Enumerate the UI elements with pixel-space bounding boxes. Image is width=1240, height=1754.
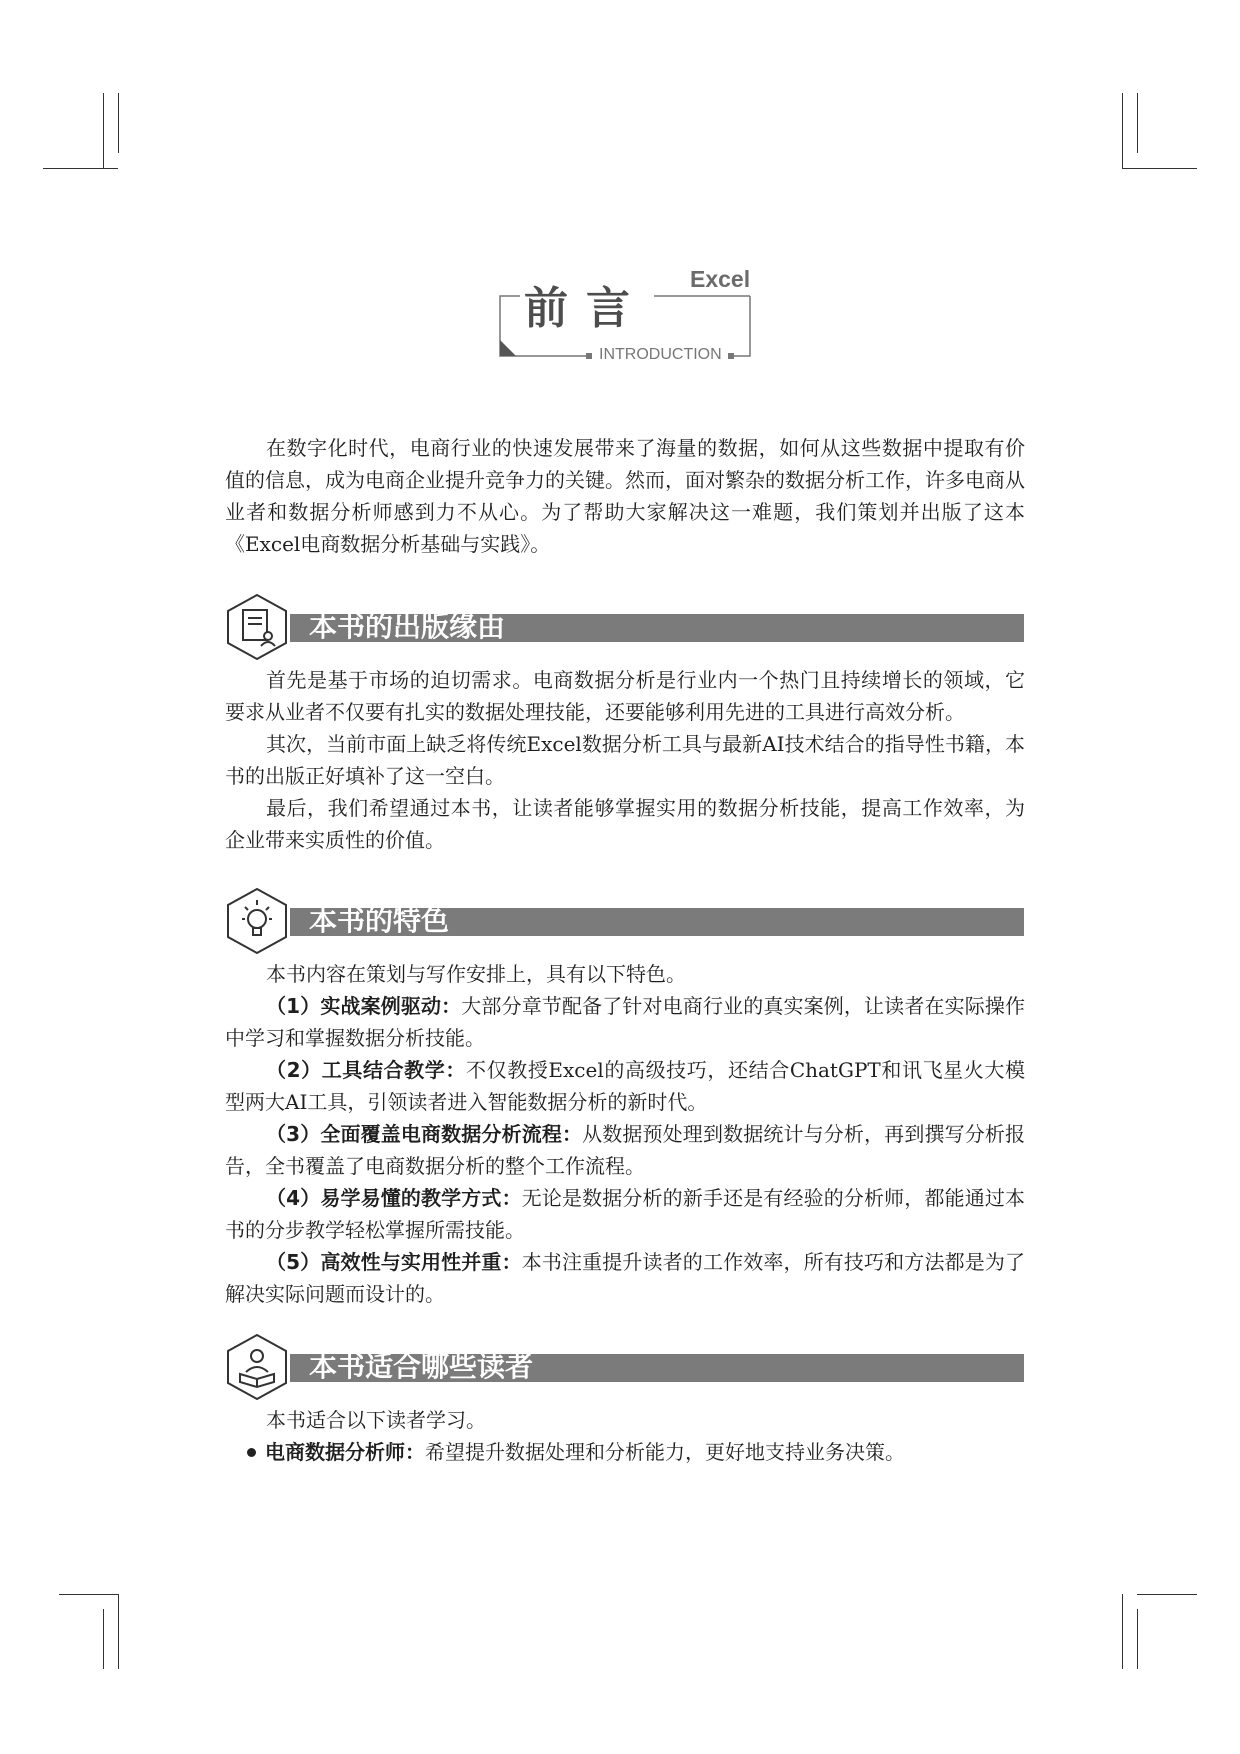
section-publishing-reason	[224, 592, 1024, 662]
paragraph: 本书适合以下读者学习。	[266, 1408, 486, 1432]
page-title: 前言	[520, 272, 654, 336]
section-title: 本书适合哪些读者	[309, 1350, 534, 1383]
section-target-readers	[224, 1332, 1024, 1402]
feature-label: （5）高效性与实用性并重：	[266, 1250, 522, 1274]
crop-mark	[118, 93, 119, 153]
crop-mark	[1137, 1594, 1197, 1595]
section-title: 本书的特色	[309, 904, 450, 937]
crop-mark	[59, 1594, 118, 1595]
bullet-text: 希望提升数据处理和分析能力，更好地支持业务决策。	[425, 1440, 905, 1464]
feature-label: （2）工具结合教学：	[266, 1058, 466, 1082]
bullet-label: 电商数据分析师：	[265, 1440, 425, 1464]
crop-mark	[1122, 93, 1123, 168]
page-header	[490, 262, 760, 362]
feature-item	[225, 1118, 1025, 1182]
list-item	[265, 1436, 1025, 1468]
crop-mark	[103, 93, 104, 168]
header-tag: Excel	[690, 266, 751, 292]
feature-item	[225, 1246, 1025, 1310]
crop-mark	[1137, 93, 1138, 153]
crop-mark	[103, 1609, 104, 1669]
header-subtitle: INTRODUCTION	[595, 346, 726, 364]
feature-item	[225, 1054, 1025, 1118]
bullet-dot	[247, 1448, 256, 1457]
paragraph: 最后，我们希望通过本书，让读者能够掌握实用的数据分析技能，提高工作效率，为企业带来实质性的价值。	[225, 796, 1025, 852]
intro-paragraph: 在数字化时代，电商行业的快速发展带来了海量的数据，如何从这些数据中提取有价值的信息，成为电商企业提升竞争力的关键。然而，面对繁杂的数据分析工作，许多电商从业者和数据分析师感到力不从心。为了帮助大家解决这一难题，我们策划并出版了这本《Excel电商数据分析基础与实践》。	[225, 436, 1025, 556]
feature-text: 不仅教授Excel的高级技巧，还结合ChatGPT和讯飞星火大模型两大AI工具，引领读者进入智能数据分析的新时代。	[225, 1058, 1025, 1114]
feature-item	[225, 990, 1025, 1054]
crop-mark	[118, 1594, 119, 1669]
feature-text: 无论是数据分析的新手还是有经验的分析师，都能通过本书的分步教学轻松掌握所需技能。	[225, 1186, 1025, 1242]
section-features	[224, 886, 1024, 956]
reader-icon	[224, 1332, 290, 1402]
feature-label: （4）易学易懂的教学方式：	[266, 1186, 522, 1210]
feature-label: （1）实战案例驱动：	[266, 994, 462, 1018]
lightbulb-icon	[224, 886, 290, 956]
feature-text: 大部分章节配备了针对电商行业的真实案例，让读者在实际操作中学习和掌握数据分析技能。	[225, 994, 1026, 1050]
feature-text: 本书注重提升读者的工作效率，所有技巧和方法都是为了解决实际问题而设计的。	[225, 1250, 1025, 1306]
crop-mark	[1137, 1609, 1138, 1669]
feature-label: （3）全面覆盖电商数据分析流程：	[266, 1122, 583, 1146]
book-user-icon	[224, 592, 290, 662]
section-title: 本书的出版缘由	[309, 610, 506, 643]
paragraph: 本书内容在策划与写作安排上，具有以下特色。	[266, 962, 686, 986]
paragraph: 其次，当前市面上缺乏将传统Excel数据分析工具与最新AI技术结合的指导性书籍，本书的出版正好填补了这一空白。	[225, 732, 1025, 788]
feature-text: 从数据预处理到数据统计与分析，再到撰写分析报告，全书覆盖了电商数据分析的整个工作流程。	[225, 1122, 1026, 1178]
feature-item	[225, 1182, 1025, 1246]
crop-mark	[1122, 168, 1197, 169]
crop-mark	[43, 168, 118, 169]
crop-mark	[1122, 1594, 1123, 1669]
paragraph: 首先是基于市场的迫切需求。电商数据分析是行业内一个热门且持续增长的领域，它要求从业者不仅要有扎实的数据处理技能，还要能够利用先进的工具进行高效分析。	[225, 668, 1025, 724]
